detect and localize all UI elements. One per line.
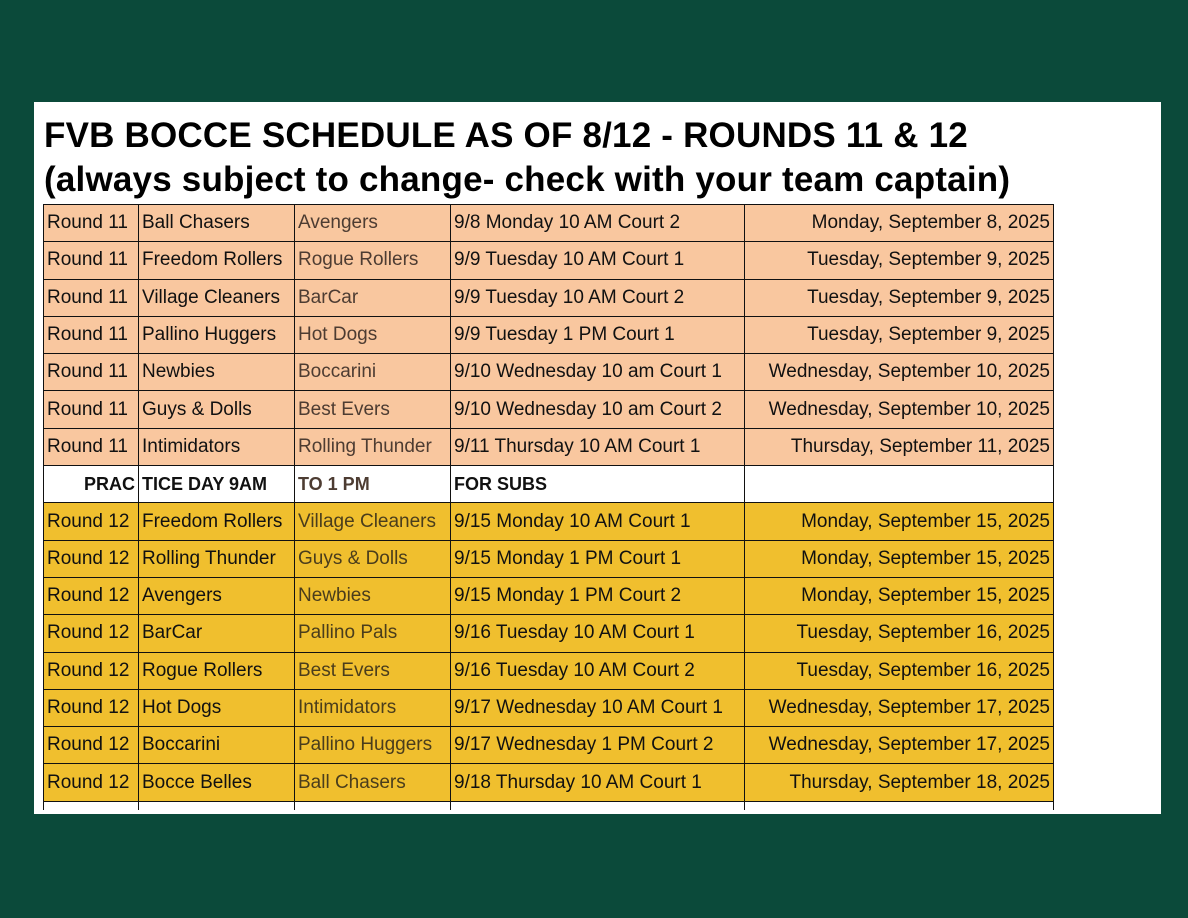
team1-cell: Hot Dogs <box>139 689 295 726</box>
date-cell: Wednesday, September 17, 2025 <box>745 727 1054 764</box>
team1-cell: Ball Chasers <box>139 205 295 242</box>
blank-cell <box>295 801 451 810</box>
slot-cell: 9/15 Monday 1 PM Court 1 <box>451 540 745 577</box>
date-cell: Tuesday, September 16, 2025 <box>745 615 1054 652</box>
slot-cell: 9/9 Tuesday 10 AM Court 2 <box>451 279 745 316</box>
blank-cell <box>451 801 745 810</box>
team1-cell: Intimidators <box>139 428 295 465</box>
slot-cell: 9/8 Monday 10 AM Court 2 <box>451 205 745 242</box>
table-row <box>44 391 1054 428</box>
blank-cell <box>44 801 139 810</box>
date-cell: Wednesday, September 10, 2025 <box>745 354 1054 391</box>
team1-cell: Rogue Rollers <box>139 652 295 689</box>
table-row <box>44 503 1054 540</box>
round-cell: Round 12 <box>44 615 139 652</box>
date-cell: Monday, September 15, 2025 <box>745 540 1054 577</box>
practice-cell: TO 1 PM <box>295 466 451 503</box>
team1-cell: Bocce Belles <box>139 764 295 801</box>
round-cell: Round 11 <box>44 316 139 353</box>
table-row <box>44 764 1054 801</box>
team2-cell: Hot Dogs <box>295 316 451 353</box>
table-row <box>44 205 1054 242</box>
team2-cell: Pallino Huggers <box>295 727 451 764</box>
table-row <box>44 540 1054 577</box>
team1-cell: Guys & Dolls <box>139 391 295 428</box>
date-cell: Wednesday, September 17, 2025 <box>745 689 1054 726</box>
date-cell: Monday, September 15, 2025 <box>745 577 1054 614</box>
round-cell: Round 11 <box>44 242 139 279</box>
practice-cell: PRAC <box>44 466 139 503</box>
date-cell: Wednesday, September 10, 2025 <box>745 391 1054 428</box>
team2-cell: Pallino Pals <box>295 615 451 652</box>
date-cell: Tuesday, September 9, 2025 <box>745 279 1054 316</box>
team2-cell: Guys & Dolls <box>295 540 451 577</box>
table-row <box>44 242 1054 279</box>
date-cell: Tuesday, September 9, 2025 <box>745 316 1054 353</box>
date-cell: Thursday, September 18, 2025 <box>745 764 1054 801</box>
round-cell: Round 12 <box>44 503 139 540</box>
practice-cell: FOR SUBS <box>451 466 745 503</box>
round-cell: Round 12 <box>44 652 139 689</box>
slot-cell: 9/17 Wednesday 10 AM Court 1 <box>451 689 745 726</box>
practice-cell <box>745 466 1054 503</box>
date-cell: Tuesday, September 9, 2025 <box>745 242 1054 279</box>
practice-cell: TICE DAY 9AM <box>139 466 295 503</box>
blank-cell <box>139 801 295 810</box>
team1-cell: Avengers <box>139 577 295 614</box>
schedule-table <box>43 204 1054 810</box>
round-cell: Round 12 <box>44 689 139 726</box>
round-cell: Round 12 <box>44 727 139 764</box>
practice-row <box>44 466 1054 503</box>
slot-cell: 9/15 Monday 1 PM Court 2 <box>451 577 745 614</box>
team2-cell: Best Evers <box>295 391 451 428</box>
slot-cell: 9/9 Tuesday 1 PM Court 1 <box>451 316 745 353</box>
team2-cell: Newbies <box>295 577 451 614</box>
round-cell: Round 11 <box>44 279 139 316</box>
title-line-2: (always subject to change- check with your team captain) <box>44 160 1011 199</box>
table-row <box>44 652 1054 689</box>
team2-cell: BarCar <box>295 279 451 316</box>
round-cell: Round 11 <box>44 428 139 465</box>
page-title <box>44 114 1161 202</box>
slot-cell: 9/10 Wednesday 10 am Court 1 <box>451 354 745 391</box>
blank-row <box>44 801 1054 810</box>
round-cell: Round 11 <box>44 391 139 428</box>
team1-cell: Boccarini <box>139 727 295 764</box>
table-row <box>44 615 1054 652</box>
team2-cell: Avengers <box>295 205 451 242</box>
table-row <box>44 689 1054 726</box>
date-cell: Tuesday, September 16, 2025 <box>745 652 1054 689</box>
round-cell: Round 12 <box>44 577 139 614</box>
slot-cell: 9/9 Tuesday 10 AM Court 1 <box>451 242 745 279</box>
slot-cell: 9/18 Thursday 10 AM Court 1 <box>451 764 745 801</box>
team2-cell: Rolling Thunder <box>295 428 451 465</box>
team1-cell: Village Cleaners <box>139 279 295 316</box>
team2-cell: Intimidators <box>295 689 451 726</box>
slot-cell: 9/16 Tuesday 10 AM Court 1 <box>451 615 745 652</box>
slot-cell: 9/11 Thursday 10 AM Court 1 <box>451 428 745 465</box>
round-cell: Round 11 <box>44 354 139 391</box>
team1-cell: Freedom Rollers <box>139 503 295 540</box>
title-line-1: FVB BOCCE SCHEDULE AS OF 8/12 - ROUNDS 11 & 12 <box>44 116 968 155</box>
team1-cell: Pallino Huggers <box>139 316 295 353</box>
date-cell: Thursday, September 11, 2025 <box>745 428 1054 465</box>
schedule-sheet <box>34 102 1161 814</box>
table-row <box>44 428 1054 465</box>
round-cell: Round 11 <box>44 205 139 242</box>
table-row <box>44 727 1054 764</box>
team1-cell: Freedom Rollers <box>139 242 295 279</box>
blank-cell <box>745 801 1054 810</box>
team1-cell: Newbies <box>139 354 295 391</box>
slot-cell: 9/16 Tuesday 10 AM Court 2 <box>451 652 745 689</box>
slot-cell: 9/17 Wednesday 1 PM Court 2 <box>451 727 745 764</box>
team2-cell: Ball Chasers <box>295 764 451 801</box>
team2-cell: Rogue Rollers <box>295 242 451 279</box>
table-row <box>44 279 1054 316</box>
team2-cell: Boccarini <box>295 354 451 391</box>
table-row <box>44 354 1054 391</box>
slot-cell: 9/10 Wednesday 10 am Court 2 <box>451 391 745 428</box>
round-cell: Round 12 <box>44 540 139 577</box>
team1-cell: Rolling Thunder <box>139 540 295 577</box>
slot-cell: 9/15 Monday 10 AM Court 1 <box>451 503 745 540</box>
table-row <box>44 316 1054 353</box>
date-cell: Monday, September 8, 2025 <box>745 205 1054 242</box>
schedule-table-body <box>44 205 1054 810</box>
team2-cell: Village Cleaners <box>295 503 451 540</box>
table-row <box>44 577 1054 614</box>
date-cell: Monday, September 15, 2025 <box>745 503 1054 540</box>
team1-cell: BarCar <box>139 615 295 652</box>
team2-cell: Best Evers <box>295 652 451 689</box>
round-cell: Round 12 <box>44 764 139 801</box>
